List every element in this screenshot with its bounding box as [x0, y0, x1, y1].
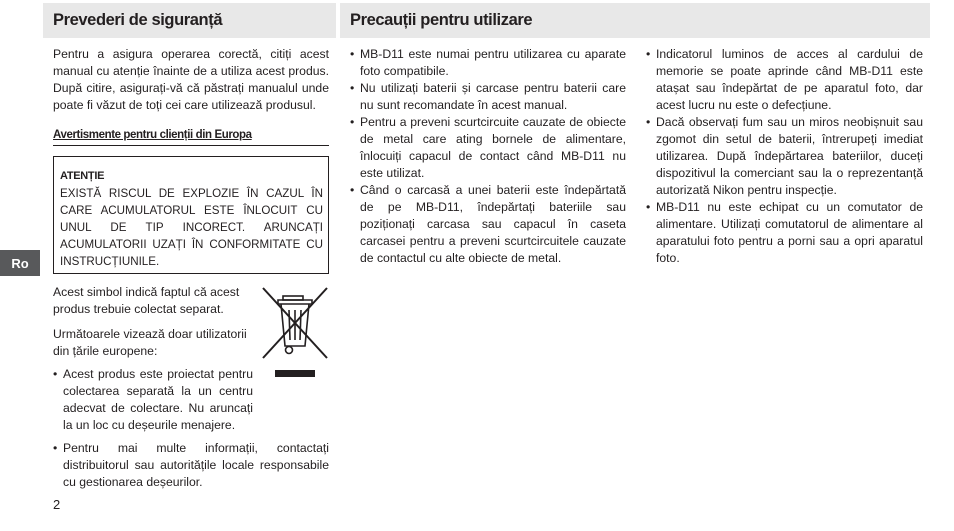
- list-item: • Dacă observați fum sau un miros neobișnuit sau zgomot din setul de baterii, întrerupeți imediat utilizarea. După îndepărtarea bateriilor, duceți dispozitivul la comerciant sau la o reprezentanță autorizată Nikon pentru inspecție.: [646, 114, 923, 199]
- disposal-list: [53, 366, 329, 491]
- list-item-text: • Acest produs este proiectat pentru colectarea separată la un centru adecvat de colectare. Nu aruncați la un loc cu deșeurile menajere.: [63, 367, 253, 432]
- precautions-list-1: [350, 46, 626, 267]
- list-item: • Pentru mai multe informații, contactați distribuitorul sau autoritățile locale responsabile cu gestionarea deșeurilor.: [53, 440, 329, 491]
- warning-title: ATENȚIE: [60, 170, 105, 182]
- precautions-column-1: [350, 46, 626, 267]
- warning-box: [53, 156, 329, 274]
- list-item: • Nu utilizați baterii și carcase pentru baterii care nu sunt recomandate în acest manual.: [350, 80, 626, 114]
- list-item: • Când o carcasă a unei baterii este îndepărtată de pe MB-D11, îndepărtați bateriile sau poziționați carcasa sau capacul în caseta carcasei pentru a preveni scurtcircuitele cauzate de contactul cu alte obiecte de metal.: [350, 182, 626, 267]
- european-users-text: Următoarele vizează doar utilizatorii din țările europene:: [53, 327, 247, 358]
- precautions-list-2: [646, 46, 923, 267]
- list-item: [53, 366, 329, 434]
- intro-paragraph: Pentru a asigura operarea corectă, citiți acest manual cu atenție înainte de a utiliza acest produs. După citire, asigurați-vă că păstrați manualul unde poate fi văzut de toți cei care utilizează produsul.: [53, 47, 329, 112]
- europe-subheading: Avertismente pentru clienții din Europa: [53, 127, 329, 146]
- list-item: • MB-D11 este numai pentru utilizarea cu aparate foto compatibile.: [350, 46, 626, 80]
- page-number: 2: [53, 497, 61, 512]
- list-item: • MB-D11 nu este echipat cu un comutator de alimentare. Utilizați comutatorul de alimentare al aparatului foto pentru a porni sau a opri aparatul foto.: [646, 199, 923, 267]
- list-item: • Indicatorul luminos de acces al cardului de memorie se poate aprinde când MB-D11 este atașat sau îndepărtat de pe aparatul foto, dar acest lucru nu este o defecțiune.: [646, 46, 923, 114]
- warning-text: EXISTĂ RISCUL DE EXPLOZIE ÎN CAZUL ÎN CARE ACUMULATORUL ESTE ÎNLOCUIT CU UNUL DE TIP INCORECT. ARUNCAȚI ACUMULATORII UZAȚI ÎN CONFORMITATE CU INSTRUCȚIUNILE.: [60, 187, 323, 268]
- left-column: [53, 46, 329, 491]
- precautions-column-2: [646, 46, 923, 267]
- safety-heading: Prevederi de siguranță: [43, 3, 336, 38]
- language-tab: Ro: [0, 250, 40, 276]
- recycling-block: [53, 284, 329, 491]
- list-item: • Pentru a preveni scurtcircuite cauzate de obiecte de metal care ating bornele de alimentare, înlocuiți capacul de contact când MB-D11 nu este utilizat.: [350, 114, 626, 182]
- usage-precautions-heading: Precauții pentru utilizare: [340, 3, 930, 38]
- symbol-text: Acest simbol indică faptul că acest produs trebuie colectat separat.: [53, 285, 240, 316]
